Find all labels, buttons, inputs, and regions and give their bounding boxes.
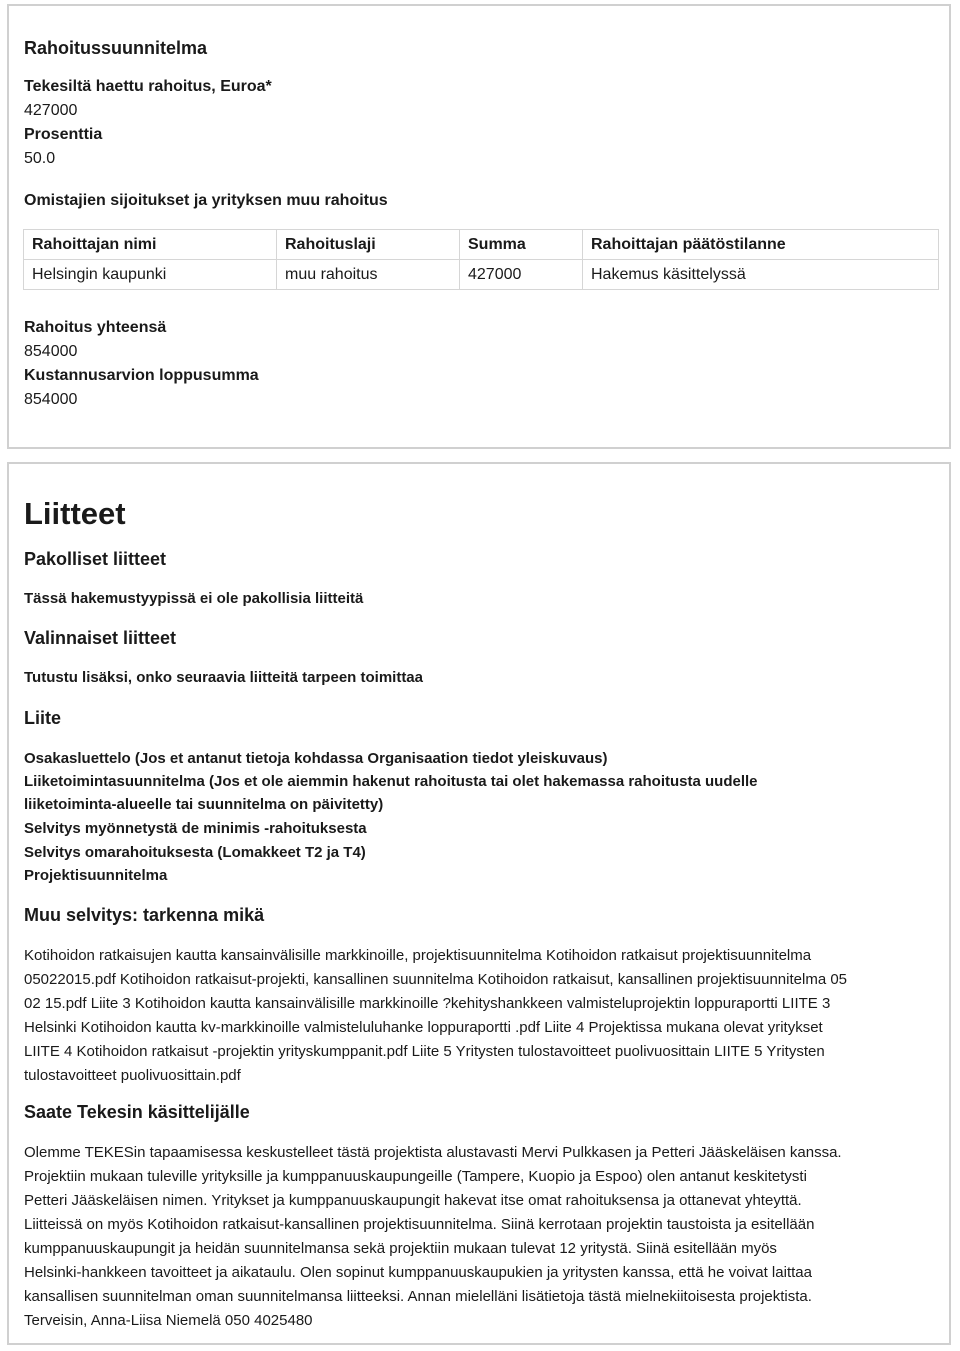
other-report-line: Helsinki Kotihoidon kautta kv-markkinoille valmisteluluhanke loppuraportti .pdf Liite 4 Projektissa mukana olevat yritykset [24, 1019, 823, 1036]
optional-attachments-text: Tutustu lisäksi, onko seuraavia liitteitä tarpeen toimittaa [24, 669, 423, 686]
attachment-item: Selvitys myönnetystä de minimis -rahoituksesta [24, 820, 367, 837]
attachments-panel [7, 462, 951, 1345]
other-report-line: Kotihoidon ratkaisujen kautta kansainvälisille markkinoille, projektisuunnitelma Kotihoidon ratkaisut projektisuunnitelma [24, 947, 812, 964]
column-header-amount: Summa [460, 230, 583, 260]
percent-value: 50.0 [24, 150, 56, 167]
total-funding-value: 854000 [24, 343, 78, 360]
cover-letter-line: Olemme TEKESin tapaamisessa keskustelleet tästä projektista alustavasti Mervi Pulkkasen ja Petteri Jääskeläisen kanssa. [24, 1144, 842, 1161]
funding-plan-title: Rahoitussuunnitelma [24, 38, 208, 58]
attachment-item: Selvitys omarahoituksesta (Lomakkeet T2 ja T4) [24, 844, 366, 861]
optional-attachments-title: Valinnaiset liitteet [24, 628, 177, 648]
column-header-funder-name: Rahoittajan nimi [24, 230, 277, 260]
attachment-item: liiketoiminta-alueelle tai suunnitelma on päivitetty) [24, 796, 384, 813]
cover-letter-text [24, 1141, 929, 1333]
column-header-funding-type: Rahoituslaji [277, 230, 460, 260]
cover-letter-line: Terveisin, Anna-Liisa Niemelä 050 4025480 [24, 1312, 313, 1329]
other-report-title: Muu selvitys: tarkenna mikä [24, 905, 265, 925]
amount-cell: 427000 [460, 260, 583, 290]
funders-table [23, 229, 939, 290]
budget-total-value: 854000 [24, 391, 78, 408]
owners-funding-title: Omistajien sijoitukset ja yrityksen muu rahoitus [24, 192, 388, 209]
table-row [24, 260, 939, 290]
funding-type-cell: muu rahoitus [277, 260, 460, 290]
percent-label: Prosenttia [24, 126, 103, 143]
column-header-decision-status: Rahoittajan päätöstilanne [583, 230, 939, 260]
requested-funding-value: 427000 [24, 102, 78, 119]
attachment-item: Osakasluettelo (Jos et antanut tietoja kohdassa Organisaation tiedot yleiskuvaus) [24, 750, 608, 767]
other-report-line: 05022015.pdf Kotihoidon ratkaisut-projekti, kansallinen suunnitelma Kotihoidon ratkaisut, kansallinen projektisuunnitelma 05 [24, 971, 848, 988]
requested-funding-label: Tekesiltä haettu rahoitus, Euroa* [24, 78, 272, 95]
other-report-line: 02 15.pdf Liite 3 Kotihoidon kautta kansainvälisille markkinoille ?kehityshankkeen valmisteluprojektin loppuraportti LIITE 3 [24, 995, 831, 1012]
cover-letter-line: Projektiin mukaan tuleville yrityksille ja kumppanuuskaupungeille (Tampere, Kuopio ja Espoo) olen antanut keskitetysti [24, 1168, 807, 1185]
cover-letter-line: kansallisen suunnitelman oman suunnitelmansa liitteeksi. Annan mielelläni lisätietoja tästä mielnekiitoisesta projektista. [24, 1288, 812, 1305]
table-header-row [24, 230, 939, 260]
cover-letter-title: Saate Tekesin käsittelijälle [24, 1102, 250, 1122]
cover-letter-line: kumppanuuskaupungit ja heidän suunnitelmansa sekä projektiin mukaan tulevat 12 yritystä. Siinä esitellään myös [24, 1240, 777, 1257]
attachments-title: Liitteet [24, 496, 126, 531]
attachment-item: Projektisuunnitelma [24, 867, 168, 884]
other-report-line: tulostavoitteet puolivuosittain.pdf [24, 1067, 241, 1084]
total-funding-label: Rahoitus yhteensä [24, 319, 167, 336]
cover-letter-line: Liitteissä on myös Kotihoidon ratkaisut-kansallinen projektisuunnitelma. Siinä kerrotaan projektin taustoista ja esitellään [24, 1216, 815, 1233]
attachment-heading: Liite [24, 708, 62, 728]
funding-plan-panel [7, 4, 951, 449]
other-report-line: LIITE 4 Kotihoidon ratkaisut -projektin yrityskumppanit.pdf Liite 5 Yritysten tulostavoitteet puolivuosittain LIITE 5 Yritysten [24, 1043, 825, 1060]
other-report-text [24, 944, 929, 1088]
cover-letter-line: Petteri Jääskeläisen nimen. Yritykset ja kumppanuuskaupungit hakevat itse omat rahoituksensa ja ottanevat yhteyttä. [24, 1192, 802, 1209]
cover-letter-line: Helsinki-hankkeen tavoitteet ja aikataulu. Olen sopinut kumppanuuskaupukien ja yritysten kanssa, että he voivat laittaa [24, 1264, 812, 1281]
attachment-item: Liiketoimintasuunnitelma (Jos et ole aiemmin hakenut rahoitusta tai olet hakemassa rahoitusta uudelle [24, 773, 758, 790]
funder-name-cell: Helsingin kaupunki [24, 260, 277, 290]
mandatory-attachments-text: Tässä hakemustyypissä ei ole pakollisia liitteitä [24, 590, 364, 607]
budget-total-label: Kustannusarvion loppusumma [24, 367, 259, 384]
mandatory-attachments-title: Pakolliset liitteet [24, 549, 167, 569]
decision-status-cell: Hakemus käsittelyssä [583, 260, 939, 290]
